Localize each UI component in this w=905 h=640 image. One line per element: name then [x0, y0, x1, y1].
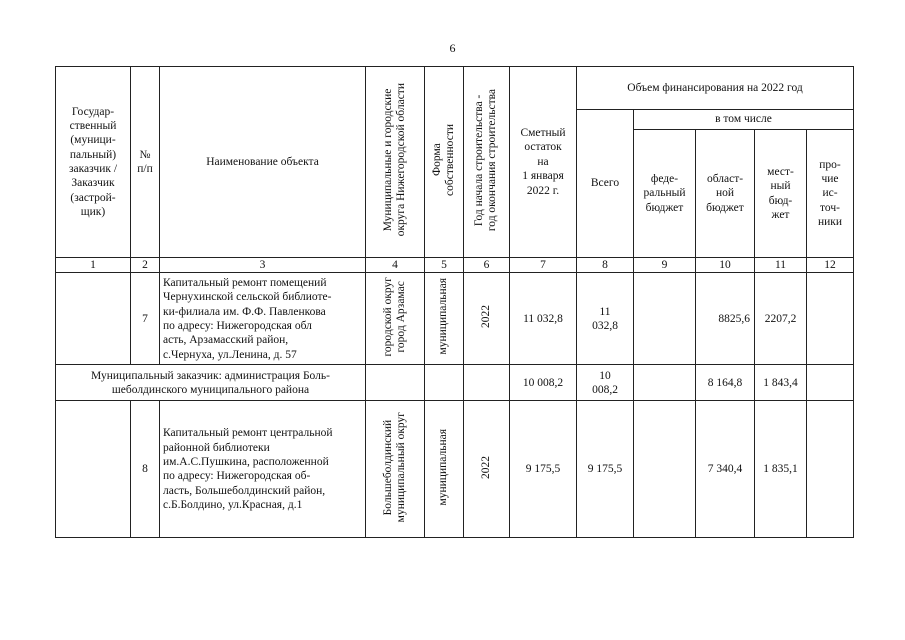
row-municipality: Большеболдинский муниципальный округ [381, 412, 407, 523]
row-number: 8 [131, 401, 160, 538]
header-estimated-balance: Сметный остаток на 1 января 2022 г. [510, 67, 577, 258]
row-local: 1 835,1 [755, 401, 807, 538]
row-years: 2022 [479, 455, 492, 479]
row-years: 2022 [479, 305, 492, 329]
column-number: 7 [510, 258, 577, 273]
header-regional: област- ной бюджет [696, 130, 755, 258]
row-ownership: муниципальная [437, 428, 450, 506]
column-number: 12 [807, 258, 854, 273]
row-customer [56, 401, 131, 538]
subtotal-total: 10 008,2 [577, 365, 634, 401]
header-years: Год начала строительства - год окончания строительства [473, 88, 499, 231]
table-row [56, 273, 854, 365]
row-other [807, 401, 854, 538]
column-number: 5 [425, 258, 464, 273]
row-regional: 7 340,4 [696, 401, 755, 538]
header-federal: феде- ральный бюджет [634, 130, 696, 258]
header-local: мест- ный бюд- жет [755, 130, 807, 258]
header-ownership: Форма собственности [430, 123, 456, 196]
row-other [807, 273, 854, 365]
page-number: 6 [449, 41, 456, 55]
header-customer: Государ- ственный (муници- пальный) заказчик / Заказчик (застрой- щик) [56, 67, 131, 258]
subtotal-estimated-balance: 10 008,2 [510, 365, 577, 401]
header-other: про- чие ис- точ- ники [807, 130, 854, 258]
row-federal [634, 273, 696, 365]
row-municipality: городской округ город Арзамас [381, 276, 407, 357]
subtotal-local: 1 843,4 [755, 365, 807, 401]
row-federal [634, 401, 696, 538]
header-including: в том числе [634, 110, 854, 130]
column-number: 4 [366, 258, 425, 273]
row-estimated-balance: 11 032,8 [510, 273, 577, 365]
row-regional: 8825,6 [696, 273, 755, 365]
column-number: 2 [131, 258, 160, 273]
header-total: Всего [577, 110, 634, 258]
column-number: 10 [696, 258, 755, 273]
row-object-name: Капитальный ремонт центральной районной библиотеки им.А.С.Пушкина, расположенной по адресу: Нижегородская об- ласть, Большеболдинский район, с.Б.Болдино, ул.Красная, д.1 [160, 401, 366, 538]
row-local: 2207,2 [755, 273, 807, 365]
row-total: 9 175,5 [577, 401, 634, 538]
table-row [56, 401, 854, 538]
header-number: № п/п [131, 67, 160, 258]
column-number: 8 [577, 258, 634, 273]
row-total: 11 032,8 [577, 273, 634, 365]
row-ownership: муниципальная [437, 278, 450, 355]
row-object-name: Капитальный ремонт помещений Чернухинской сельской библиоте- ки-филиала им. Ф.Ф. Павленкова по адресу: Нижегородская обл асть, Арзамасский район, с.Чернуха, ул.Ленина, д. 57 [160, 273, 366, 365]
column-number: 1 [56, 258, 131, 273]
financing-table [55, 66, 854, 538]
column-number: 9 [634, 258, 696, 273]
column-number: 3 [160, 258, 366, 273]
row-customer [56, 273, 131, 365]
subtotal-label: Муниципальный заказчик: администрация Боль- шеболдинского муниципального района [56, 365, 366, 401]
column-number: 6 [464, 258, 510, 273]
subtotal-row [56, 365, 854, 401]
column-numbers-row [56, 258, 854, 273]
header-financing-title: Объем финансирования на 2022 год [577, 67, 854, 110]
row-number: 7 [131, 273, 160, 365]
row-estimated-balance: 9 175,5 [510, 401, 577, 538]
header-object-name: Наименование объекта [160, 67, 366, 258]
subtotal-regional: 8 164,8 [696, 365, 755, 401]
column-number: 11 [755, 258, 807, 273]
header-municipality: Муниципальные и городские округа Нижегородской области [381, 83, 407, 237]
